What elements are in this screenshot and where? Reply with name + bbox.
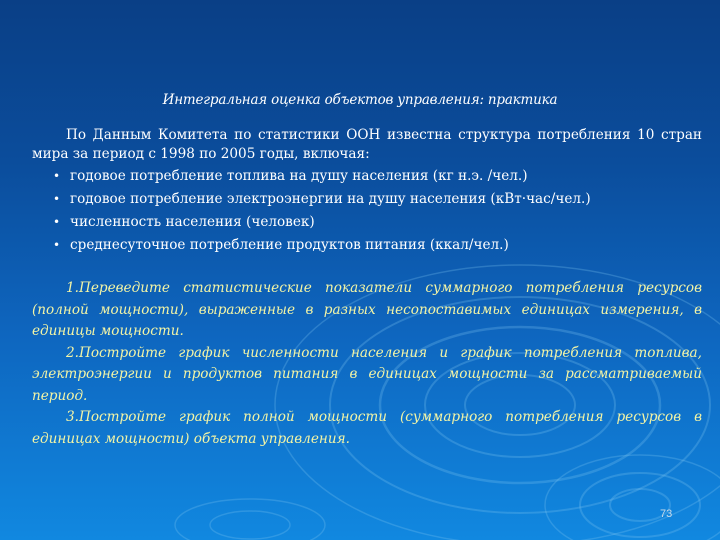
page-number: 73 xyxy=(660,508,673,520)
list-item-text: среднесуточное потребление продуктов питания (ккал/чел.) xyxy=(70,237,509,254)
indicator-list xyxy=(32,167,702,259)
bullet-icon: • xyxy=(53,169,61,184)
list-item xyxy=(53,236,702,259)
list-item-text: численность населения (человек) xyxy=(70,214,315,231)
task-3: 3.Постройте график полной мощности (суммарного потребления ресурсов в единицах мощности) объекта управления. xyxy=(32,409,702,447)
task-2: 2.Постройте график численности населения и график потребления топлива, электроэнергии и продуктов питания в единицах мощности за рассматриваемый период. xyxy=(32,344,702,404)
task-1: 1.Переведите статистические показатели суммарного потребления ресурсов (полной мощности), выраженные в разных несопоставимых единицах измерения, в единицы мощности. xyxy=(32,280,702,340)
list-item xyxy=(53,213,702,236)
list-item-text: годовое потребление топлива на душу населения (кг н.э. /чел.) xyxy=(70,168,528,185)
bullet-icon: • xyxy=(53,215,61,230)
slide-title: Интегральная оценка объектов управления: практика xyxy=(162,92,558,108)
bullet-icon: • xyxy=(53,238,61,253)
list-item-text: годовое потребление электроэнергии на душу населения (кВт·час/чел.) xyxy=(70,191,591,208)
list-item xyxy=(53,167,702,190)
bullet-icon: • xyxy=(53,192,61,207)
list-item xyxy=(53,190,702,213)
intro-paragraph: По Данным Комитета по статистики ООН известна структура потребления 10 стран мира за период с 1998 по 2005 годы, включая: xyxy=(32,127,702,163)
task-list xyxy=(32,278,702,450)
slide-body xyxy=(32,126,702,450)
